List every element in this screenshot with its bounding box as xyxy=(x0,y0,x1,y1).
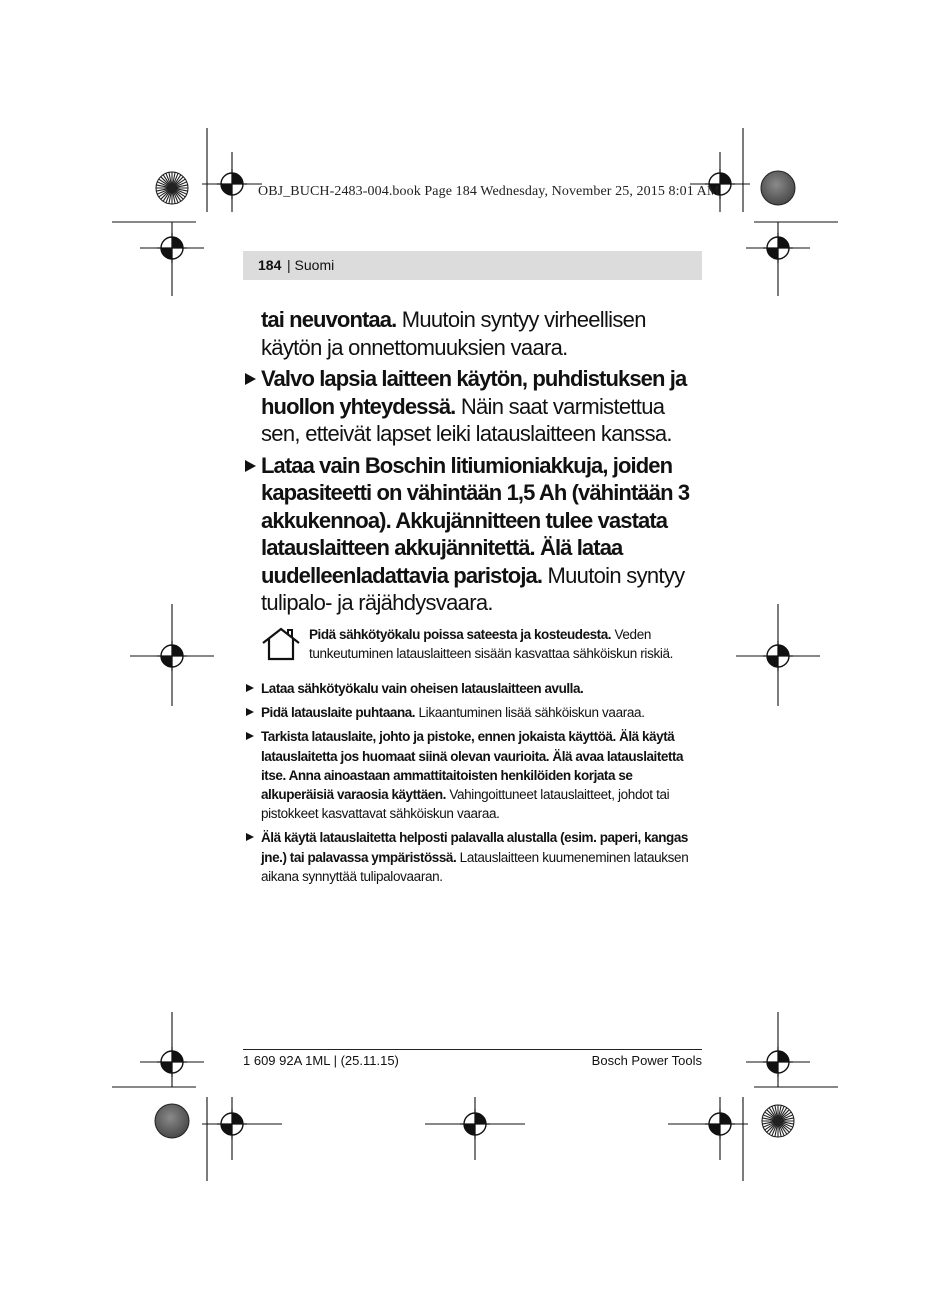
warning-bold: Tarkista latauslaite, johto ja pistoke, ennen jokaista käyttöä. Älä käytä latauslaitetta jos huomaat siinä olevan vaurioita. Älä avaa latauslaitetta itse. Anna ainoastaan ammattitaitoisten henkilöiden korjata se alkuperäisiä varaosia käyttäen. xyxy=(261,729,684,802)
warning-normal: Näin saat varmistettua sen, etteivät lapset leiki latauslaitteen kanssa. xyxy=(261,393,672,446)
language-label: Suomi xyxy=(294,257,335,273)
continuation-paragraph xyxy=(243,306,705,361)
continuation-bold: tai neuvontaa. xyxy=(261,307,397,332)
bullet-triangle-icon xyxy=(246,833,254,841)
note-bold: Pidä sähkötyökalu poissa sateesta ja kosteudesta. xyxy=(309,626,612,642)
warning-normal: Likaantuminen lisää sähköiskun vaaraa. xyxy=(415,705,645,721)
page-header xyxy=(243,251,702,280)
small-warning-item xyxy=(243,703,705,722)
large-warning-item xyxy=(243,452,705,617)
warning-bold: Valvo lapsia laitteen käytön, puhdistuksen ja huollon yhteydessä. xyxy=(261,366,687,419)
page-number: 184 xyxy=(258,257,282,273)
header-separator: | xyxy=(287,257,295,273)
bullet-triangle-icon xyxy=(245,460,256,472)
bullet-triangle-icon xyxy=(246,732,254,740)
large-warnings xyxy=(243,306,705,617)
warning-bold: Lataa sähkötyökalu vain oheisen latauslaitteen avulla. xyxy=(261,680,584,696)
bullet-triangle-icon xyxy=(245,373,256,385)
small-warnings xyxy=(243,679,705,886)
continuation-normal: Muutoin syntyy virheellisen käytön ja onnettomuuksien vaara. xyxy=(261,307,646,360)
footer-doc-number: 1 609 92A 1ML | (25.11.15) xyxy=(243,1053,399,1068)
header-language xyxy=(287,257,334,273)
large-warning-item xyxy=(243,365,705,448)
note-normal: Veden tunkeutuminen latauslaitteen sisään kasvattaa sähköiskun riskiä. xyxy=(309,626,674,661)
slug-line: OBJ_BUCH-2483-004.book Page 184 Wednesday, November 25, 2015 8:01 AM xyxy=(258,184,720,199)
warning-bold: Pidä latauslaite puhtaana. xyxy=(261,705,416,721)
warning-normal: Latauslaitteen kuumeneminen latauksen aikana synnyttää tulipalovaaran. xyxy=(261,849,689,884)
house-icon xyxy=(261,627,301,661)
warning-bold: Lataa vain Boschin litiumioniakkuja, joiden kapasiteetti on vähintään 1,5 Ah (vähintään 3 akkukennoa). Akkujännitteen tulee vastata latauslaitteen akkujännitettä. Älä lataa uudelleenladattavia paristoja. xyxy=(261,452,690,588)
warning-normal: Vahingoittuneet latauslaitteet, johdot tai pistokkeet kasvattavat sähköiskun vaaraa. xyxy=(261,786,670,822)
footer-brand: Bosch Power Tools xyxy=(591,1053,702,1068)
footer-rule xyxy=(243,1049,702,1050)
warning-bold: Älä käytä latauslaitetta helposti palavalla alustalla (esim. paperi, kangas jne.) tai palavassa ympäristössä. xyxy=(261,830,688,865)
small-warning-item xyxy=(243,679,705,698)
bullet-triangle-icon xyxy=(246,684,254,692)
bullet-triangle-icon xyxy=(246,708,254,716)
warning-normal: Muutoin syntyy tulipalo- ja räjähdysvaara. xyxy=(261,562,685,615)
page-content xyxy=(243,306,705,891)
small-warning-item xyxy=(243,727,705,823)
small-warning-item xyxy=(243,828,705,886)
indoor-use-note xyxy=(243,625,705,663)
